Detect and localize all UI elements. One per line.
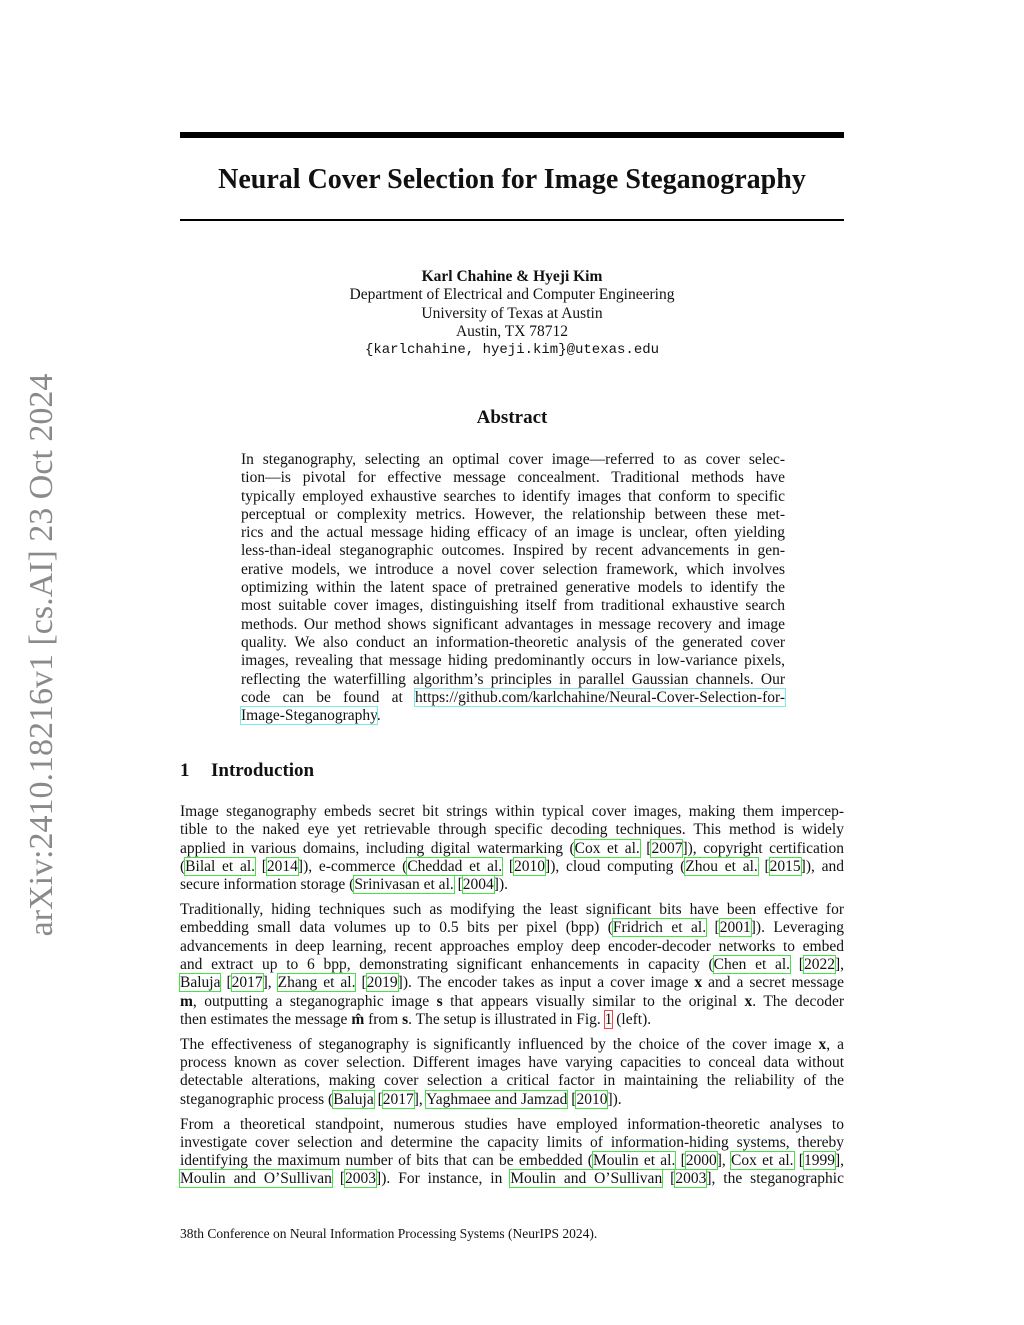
citation-year-link[interactable]: 2022	[803, 955, 835, 973]
intro-paragraph-1	[180, 803, 844, 894]
citation-link[interactable]: Chen et al.	[713, 955, 791, 973]
abstract-line	[241, 707, 785, 725]
author-block	[180, 268, 844, 359]
citation-link[interactable]: Yaghmaee and Jamzad	[426, 1090, 568, 1108]
abstract-line: reflecting the waterfilling algorithm’s principles in parallel Gaussian channels. Our	[241, 670, 785, 688]
text-line: embedding small data volumes up to 0.5 bits per pixel (bpp) (Fridrich et al. [2001]). Leveraging	[180, 919, 844, 937]
text-line: investigate cover selection and determine the capacity limits of information-hiding systems, thereby	[180, 1133, 844, 1151]
citation-link[interactable]: Bilal et al.	[185, 857, 256, 875]
abstract-line: optimizing within the latent space of pretrained generative models to identify the	[241, 579, 785, 597]
citation-year-link[interactable]: 2003	[675, 1170, 707, 1188]
citation-link[interactable]: Cox et al.	[574, 839, 640, 857]
citation-year-link[interactable]: 2017	[231, 974, 263, 992]
citation-year-link[interactable]: 1999	[803, 1152, 835, 1170]
citation-link[interactable]: Cox et al.	[731, 1152, 794, 1170]
abstract-line: most suitable cover images, distinguishing itself from traditional exhaustive search	[241, 597, 785, 615]
text-span: secure information storage (	[180, 876, 355, 894]
text-span: identifying the maximum number of bits that can be embedded (	[180, 1152, 593, 1170]
text-span: embedding small data volumes up to 0.5 bits per pixel (bpp) (	[180, 919, 613, 937]
text-span: , outputting a steganographic image	[192, 992, 437, 1010]
abstract-line: erative models, we introduce a novel cover selection framework, which involves	[241, 560, 785, 578]
github-link[interactable]: https://github.com/karlchahine/Neural-Cover-Selection-for-	[415, 688, 785, 706]
citation-year-link[interactable]: 2010	[514, 857, 546, 875]
figure-ref-link[interactable]: 1	[604, 1010, 613, 1028]
text-line: Traditionally, hiding techniques such as modifying the least significant bits have been effective for	[180, 901, 844, 919]
citation-link[interactable]: Moulin and O’Sullivan	[180, 1170, 332, 1188]
variable-x: x	[744, 992, 753, 1010]
text-span: ],	[834, 955, 844, 973]
variable-m: m	[180, 992, 193, 1010]
text-line: secure information storage (Srinivasan et al. [2004]).	[180, 876, 509, 894]
text-span: applied in various domains, including digital watermarking (	[180, 839, 575, 857]
abstract-line: rics and the actual message hiding efficacy of an image is unclear, often yielding	[241, 524, 785, 542]
citation-link[interactable]: Baluja	[180, 974, 221, 992]
abstract-line	[241, 689, 785, 707]
citation-link[interactable]: Fridrich et al.	[612, 919, 707, 937]
citation-link[interactable]: Srinivasan et al.	[354, 876, 454, 894]
abstract-line: tion—is pivotal for effective message concealment. Traditional methods have	[241, 469, 785, 487]
text-span: from	[364, 1010, 403, 1028]
intro-paragraph-2	[180, 901, 844, 1029]
citation-link[interactable]: Zhou et al.	[685, 857, 758, 875]
text-span: ). For instance, in	[381, 1170, 511, 1188]
citation-link[interactable]: Cheddad et al.	[407, 857, 503, 875]
text-line: tible to the naked eye yet retrievable through specific decoding techniques. This method is widely	[180, 821, 844, 839]
text-span: steganographic process (	[180, 1090, 334, 1108]
abstract-line: perceptual or complexity metrics. However, the relationship between these met-	[241, 505, 785, 523]
intro-paragraph-3	[180, 1036, 844, 1109]
abstract-line: typically employed exhaustive searches to identify images that conform to specific	[241, 487, 785, 505]
text-span: , the steganographic	[711, 1170, 844, 1188]
text-line: Baluja [2017], Zhang et al. [2019]). The encoder takes as input a cover image x and a secret message	[180, 974, 844, 992]
author-university: University of Texas at Austin	[421, 304, 603, 322]
text-span: , a	[826, 1035, 844, 1053]
conference-footnote: 38th Conference on Neural Information Processing Systems (NeurIPS 2024).	[180, 1226, 598, 1241]
citation-link[interactable]: Zhang et al.	[277, 974, 356, 992]
author-department: Department of Electrical and Computer Engineering	[349, 286, 675, 304]
text-span: . The setup is illustrated in Fig.	[408, 1010, 605, 1028]
text-line: process known as cover selection. Different images have varying capacities to conceal data without	[180, 1054, 844, 1072]
text-span: ), and	[805, 857, 844, 875]
citation-year-link[interactable]: 2015	[769, 857, 801, 875]
variable-x: x	[818, 1035, 827, 1053]
citation-year-link[interactable]: 2010	[576, 1090, 608, 1108]
citation-link[interactable]: Moulin and O’Sullivan	[510, 1170, 663, 1188]
text-span: ],	[834, 1152, 844, 1170]
text-span: ). The encoder takes as input a cover image	[402, 974, 695, 992]
citation-year-link[interactable]: 2003	[345, 1170, 377, 1188]
abstract-code-prefix: code can be found at	[241, 688, 416, 706]
text-span: . The decoder	[752, 992, 844, 1010]
variable-s: s	[436, 992, 443, 1010]
abstract-period: .	[376, 707, 381, 725]
text-span: The effectiveness of steganography is significantly influenced by the choice of the cover image	[180, 1035, 819, 1053]
title-rule-top	[180, 132, 844, 138]
citation-year-link[interactable]: 2001	[719, 919, 751, 937]
abstract-line: images, revealing that message hiding predominantly occurs in low-variance pixels,	[241, 652, 785, 670]
text-span: then estimates the message	[180, 1010, 352, 1028]
citation-link[interactable]: Baluja	[333, 1090, 374, 1108]
variable-s: s	[402, 1010, 409, 1028]
section-heading	[180, 759, 844, 783]
text-line: (Bilal et al. [2014]), e-commerce (Cheddad et al. [2010]), cloud computing (Zhou et al. [2015]), and	[180, 857, 844, 875]
text-line: applied in various domains, including digital watermarking (Cox et al. [2007]), copyright certification	[180, 839, 844, 857]
text-line: From a theoretical standpoint, numerous studies have employed information-theoretic analyses to	[180, 1115, 844, 1133]
abstract-line: In steganography, selecting an optimal cover image—referred to as cover selec-	[241, 451, 785, 468]
section-title: Introduction	[211, 760, 315, 781]
introduction-body	[180, 803, 844, 1195]
citation-year-link[interactable]: 2017	[382, 1090, 414, 1108]
author-names: Karl Chahine & Hyeji Kim	[421, 268, 603, 285]
citation-year-link[interactable]: 2007	[651, 839, 683, 857]
abstract-body	[241, 451, 785, 725]
intro-paragraph-4	[180, 1116, 844, 1189]
title-rule-bottom	[180, 219, 844, 221]
text-span: that appears visually similar to the original	[442, 992, 745, 1010]
github-link-continued[interactable]: Image-Steganography	[241, 707, 377, 725]
text-span: ), copyright certification	[687, 839, 844, 857]
text-line: steganographic process (Baluja [2017], Yaghmaee and Jamzad [2010]).	[180, 1090, 622, 1108]
abstract-line: less-than-ideal steganographic outcomes. Inspired by recent advancements in gen-	[241, 542, 785, 560]
variable-x: x	[694, 974, 703, 992]
citation-year-link[interactable]: 2004	[462, 876, 494, 894]
author-email: {karlchahine, hyeji.kim}@utexas.edu	[364, 342, 660, 359]
text-span: ), e-commerce (	[303, 857, 408, 875]
text-line: Image steganography embeds secret bit strings within typical cover images, making them impercep-	[180, 803, 844, 820]
citation-link[interactable]: Moulin et al.	[592, 1152, 676, 1170]
citation-year-link[interactable]: 2019	[366, 974, 398, 992]
text-span: and a secret message	[702, 974, 844, 992]
citation-year-link[interactable]: 2014	[266, 857, 298, 875]
variable-m-hat: m̂	[351, 1010, 365, 1028]
text-span: (left).	[612, 1010, 652, 1028]
arxiv-identifier: arXiv:2410.18216v1 [cs.AI] 23 Oct 2024	[23, 373, 60, 937]
text-line: advancements in deep learning, recent approaches employ deep encoder-decoder networks to embed	[180, 937, 844, 955]
citation-year-link[interactable]: 2000	[685, 1152, 717, 1170]
text-span: ).	[498, 876, 509, 894]
text-line: identifying the maximum number of bits that can be embedded (Moulin et al. [2000], Cox et al. [1999],	[180, 1152, 844, 1170]
text-line: Moulin and O’Sullivan [2003]). For instance, in Moulin and O’Sullivan [2003], the steganographic	[180, 1170, 844, 1188]
abstract-line: quality. We also conduct an information-theoretic analysis of the generated cover	[241, 633, 785, 651]
text-span: ).	[612, 1090, 622, 1108]
text-line: and extract up to 6 bpp, demonstrating significant enhancements in capacity (Chen et al. [2022],	[180, 955, 844, 973]
section-number: 1	[180, 760, 190, 781]
text-line: detectable alterations, making cover selection a critical factor in maintaining the reliability of the	[180, 1072, 844, 1090]
paper-title: Neural Cover Selection for Image Steganography	[218, 164, 806, 195]
text-line	[180, 993, 844, 1011]
abstract-heading: Abstract	[476, 407, 548, 428]
text-span: ). Leveraging	[755, 919, 844, 937]
author-city: Austin, TX 78712	[455, 322, 569, 340]
text-line	[180, 1036, 844, 1054]
text-span: and extract up to 6 bpp, demonstrating significant enhancements in capacity (	[180, 955, 714, 973]
text-line	[180, 1011, 844, 1029]
abstract-line: methods. Our method shows significant advantages in message recovery and image	[241, 615, 785, 633]
text-span: ), cloud computing (	[550, 857, 686, 875]
